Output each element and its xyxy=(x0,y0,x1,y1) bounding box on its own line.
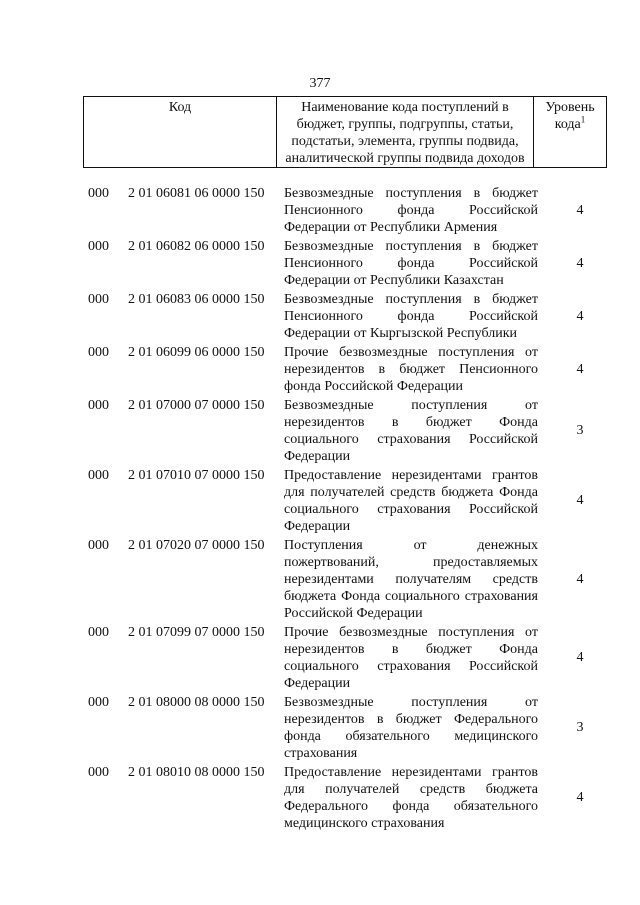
code-level: 4 xyxy=(576,255,584,271)
code-level: 4 xyxy=(576,650,584,665)
income-name: Прочие безвозмездные поступления от нерезидентов в бюджет Фонда социального страхования Российской Федерации xyxy=(284,625,538,691)
income-name: Прочие безвозмездные поступления от нерезидентов в бюджет Пенсионного фонда Российской Федерации xyxy=(284,345,538,394)
header-level-label: Уровень кода xyxy=(545,100,595,132)
code-level: 4 xyxy=(576,571,584,587)
admin-code: 000 xyxy=(88,695,109,710)
admin-code: 000 xyxy=(88,538,109,553)
income-name: Безвозмездные поступления в бюджет Пенсионного фонда Российской Федерации от Республики Казахстан xyxy=(284,239,538,288)
admin-code: 000 xyxy=(88,345,109,360)
code-level: 4 xyxy=(576,308,584,324)
income-name: Безвозмездные поступления в бюджет Пенсионного фонда Российской Федерации от Республики Армения xyxy=(284,186,538,235)
header-level xyxy=(534,97,606,167)
admin-code: 000 xyxy=(88,625,109,640)
table-body xyxy=(88,185,600,834)
table-row xyxy=(88,624,600,692)
income-code: 2 01 07020 07 0000 150 xyxy=(128,538,265,553)
table-row xyxy=(88,694,600,762)
income-code: 2 01 07099 07 0000 150 xyxy=(128,625,265,640)
income-code: 2 01 07010 07 0000 150 xyxy=(128,468,265,483)
code-level: 4 xyxy=(576,790,584,805)
table-row xyxy=(88,537,600,622)
table-row xyxy=(88,185,600,236)
header-name: Наименование кода поступлений в бюджет, группы, подгруппы, статьи, подстатьи, элемента, группы подвида, аналитической группы подвида доходов xyxy=(277,97,534,167)
income-code: 2 01 06083 06 0000 150 xyxy=(128,292,265,307)
table-row xyxy=(88,467,600,535)
page-number: 377 xyxy=(309,76,331,91)
code-level: 3 xyxy=(576,423,584,438)
income-code: 2 01 08000 08 0000 150 xyxy=(128,695,265,710)
income-code: 2 01 07000 07 0000 150 xyxy=(128,398,265,413)
admin-code: 000 xyxy=(88,186,109,201)
income-name: Безвозмездные поступления от нерезидентов в бюджет Федерального фонда обязательного медицинского страхования xyxy=(284,695,538,761)
admin-code: 000 xyxy=(88,765,109,780)
income-name: Безвозмездные поступления в бюджет Пенсионного фонда Российской Федерации от Кыргызской Республики xyxy=(284,292,538,341)
code-level: 3 xyxy=(576,720,584,735)
income-name: Поступления от денежных пожертвований, предоставляемых нерезидентами получателям средств бюджета Фонда социального страхования Российской Федерации xyxy=(284,538,538,621)
table-row xyxy=(88,397,600,465)
admin-code: 000 xyxy=(88,468,109,483)
income-name: Безвозмездные поступления от нерезидентов в бюджет Фонда социального страхования Российской Федерации xyxy=(284,398,538,464)
code-level: 4 xyxy=(576,202,584,218)
table-header xyxy=(83,96,607,168)
admin-code: 000 xyxy=(88,239,109,254)
income-code: 2 01 06081 06 0000 150 xyxy=(128,186,265,201)
header-code: Код xyxy=(84,97,277,167)
income-code: 2 01 06099 06 0000 150 xyxy=(128,345,265,360)
table-row xyxy=(88,764,600,832)
header-level-footnote: 1 xyxy=(580,114,586,125)
table-row xyxy=(88,238,600,289)
income-name: Предоставление нерезидентами грантов для получателей средств бюджета Фонда социального страхования Российской Федерации xyxy=(284,468,538,534)
code-level: 4 xyxy=(576,361,584,377)
admin-code: 000 xyxy=(88,398,109,413)
income-name: Предоставление нерезидентами грантов для получателей средств бюджета Федерального фонда обязательного медицинского страхования xyxy=(284,765,538,831)
table-row xyxy=(88,344,600,395)
admin-code: 000 xyxy=(88,292,109,307)
income-code: 2 01 08010 08 0000 150 xyxy=(128,765,265,780)
income-code: 2 01 06082 06 0000 150 xyxy=(128,239,265,254)
code-level: 4 xyxy=(576,493,584,508)
table-row xyxy=(88,291,600,342)
